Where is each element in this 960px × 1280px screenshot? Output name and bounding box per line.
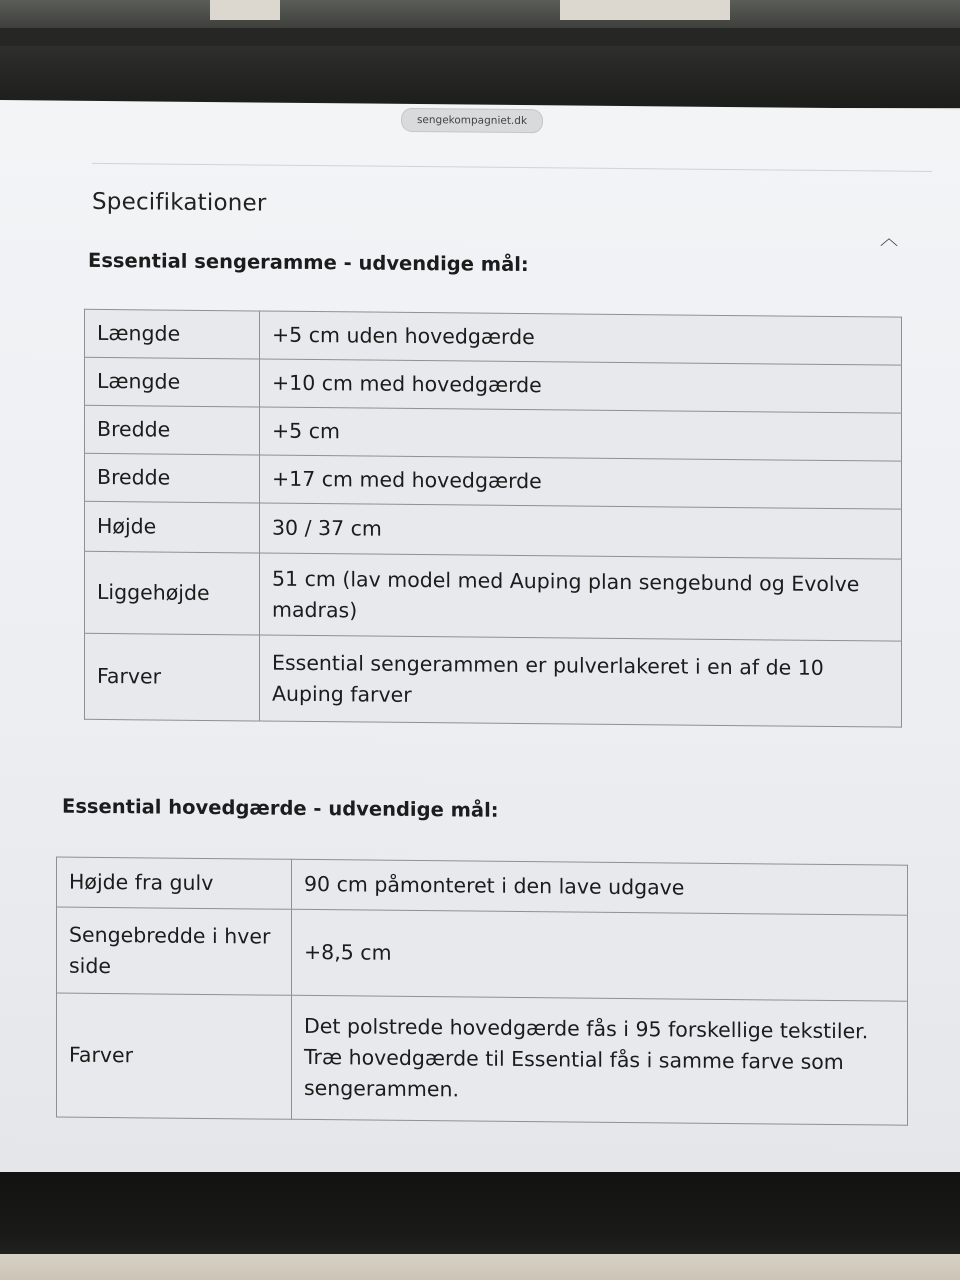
table-row	[85, 551, 902, 641]
table-row	[85, 633, 902, 727]
section-title: Specifikationer	[92, 188, 267, 217]
browser-screen	[0, 100, 960, 1184]
spec-value: +10 cm med hovedgærde	[260, 359, 902, 413]
spec-key: Farver	[85, 633, 260, 721]
table-row	[85, 357, 902, 413]
spec-key: Højde	[85, 501, 260, 553]
section-divider	[92, 163, 932, 172]
spec-value: +5 cm	[260, 407, 902, 461]
spec-key: Sengebredde i hver side	[57, 907, 292, 995]
spec-key: Længde	[85, 357, 260, 407]
url-bar[interactable]: sengekompagniet.dk	[401, 108, 543, 133]
spec-value: Det polstrede hovedgærde fås i 95 forskellige tekstiler. Træ hovedgærde til Essential fås i samme farve som sengerammen.	[292, 995, 908, 1125]
spec-value: +17 cm med hovedgærde	[260, 455, 902, 509]
spec-value: 90 cm påmonteret i den lave udgave	[292, 859, 908, 915]
table-row	[85, 405, 902, 461]
headboard-spec-table	[56, 857, 908, 1126]
frame-spec-table	[84, 309, 902, 728]
table-row	[85, 309, 902, 365]
spec-value: +5 cm uden hovedgærde	[260, 311, 902, 365]
spec-key: Farver	[57, 993, 292, 1119]
spec-key: Længde	[85, 309, 260, 359]
spec-key: Bredde	[85, 453, 260, 503]
table-row	[57, 857, 908, 915]
spec-value: +8,5 cm	[292, 909, 908, 1001]
table-row	[57, 907, 908, 1001]
bezel-edge	[0, 28, 960, 46]
spec-key: Højde fra gulv	[57, 857, 292, 909]
background-gap	[210, 0, 280, 20]
table-row	[85, 501, 902, 559]
table-row	[57, 993, 908, 1125]
background-gap	[560, 0, 730, 20]
spec-key: Liggehøjde	[85, 551, 260, 635]
table-row	[85, 453, 902, 509]
device-top-bezel	[0, 0, 960, 108]
desk-surface	[0, 1254, 960, 1280]
spec-value: 51 cm (lav model med Auping plan sengebund og Evolve madras)	[260, 553, 902, 641]
spec-value: Essential sengerammen er pulverlakeret i en af de 10 Auping farver	[260, 635, 902, 727]
spec-key: Bredde	[85, 405, 260, 455]
chevron-up-icon[interactable]: ︿	[880, 228, 898, 250]
device-bottom-bezel	[0, 1172, 960, 1280]
headboard-table-heading: Essential hovedgærde - udvendige mål:	[62, 794, 499, 822]
spec-value: 30 / 37 cm	[260, 503, 902, 559]
frame-table-heading: Essential sengeramme - udvendige mål:	[88, 248, 529, 277]
